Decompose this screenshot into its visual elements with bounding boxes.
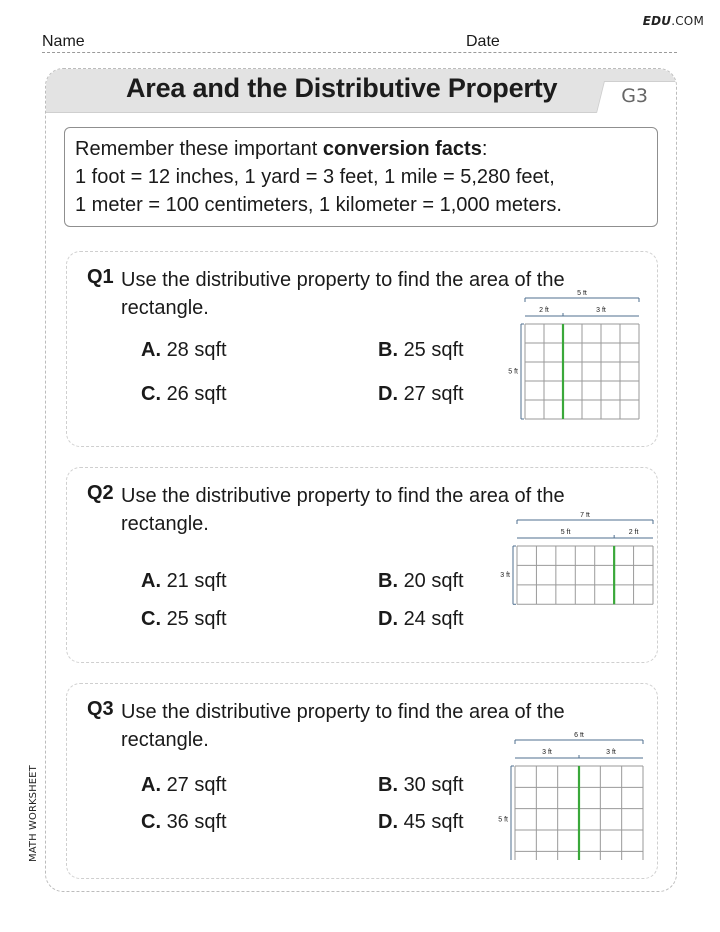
name-date-row <box>42 33 677 53</box>
facts-line-2: 1 foot = 12 inches, 1 yard = 3 feet, 1 mile = 5,280 feet, <box>75 166 555 188</box>
right-width-label: 3 ft <box>596 307 606 314</box>
left-width-label: 3 ft <box>542 749 552 756</box>
title-bar <box>46 69 676 113</box>
option-a[interactable]: A. 28 sqft <box>141 339 227 361</box>
right-width-label: 2 ft <box>628 529 639 536</box>
question-card-2 <box>66 467 658 663</box>
rectangle-diagram <box>505 290 641 420</box>
total-width-label: 5 ft <box>577 290 587 297</box>
option-d[interactable]: D. 45 sqft <box>378 811 464 833</box>
date-label: Date <box>466 33 500 50</box>
question-card-3 <box>66 683 658 879</box>
option-b[interactable]: B. 25 sqft <box>378 339 464 361</box>
option-c[interactable]: C. 36 sqft <box>141 811 227 833</box>
right-width-label: 3 ft <box>606 749 616 756</box>
conversion-facts-box <box>64 127 658 227</box>
option-c[interactable]: C. 25 sqft <box>141 608 227 630</box>
total-width-label: 7 ft <box>580 512 590 519</box>
option-a[interactable]: A. 21 sqft <box>141 570 227 592</box>
option-b[interactable]: B. 20 sqft <box>378 570 464 592</box>
rectangle-diagram <box>497 512 655 610</box>
height-label: 3 ft <box>500 572 510 580</box>
rectangle-diagram <box>495 732 645 860</box>
option-d[interactable]: D. 24 sqft <box>378 608 464 630</box>
question-text: Use the distributive property to find the area of the rectangle. <box>121 485 565 535</box>
option-c[interactable]: C. 26 sqft <box>141 383 227 405</box>
question-text: Use the distributive property to find the area of the rectangle. <box>121 701 565 751</box>
facts-line-3: 1 meter = 100 centimeters, 1 kilometer = 1,000 meters. <box>75 194 562 216</box>
name-label: Name <box>42 33 85 50</box>
worksheet-title: Area and the Distributive Property <box>126 73 558 103</box>
question-number: Q3 <box>87 698 114 720</box>
facts-line-1: Remember these important conversion facts: <box>75 138 488 160</box>
brand-logo: EDU.COM <box>642 14 704 28</box>
question-text: Use the distributive property to find the area of the rectangle. <box>121 269 565 319</box>
left-width-label: 2 ft <box>539 307 549 314</box>
left-width-label: 5 ft <box>560 529 571 536</box>
height-label: 5 ft <box>498 816 508 824</box>
name-date-underline <box>42 52 677 53</box>
worksheet-card <box>45 68 677 892</box>
height-label: 5 ft <box>508 368 518 376</box>
option-a[interactable]: A. 27 sqft <box>141 774 227 796</box>
grade-label: G3 <box>621 85 648 107</box>
question-card-1 <box>66 251 658 447</box>
side-label: MATH WORKSHEET <box>28 765 39 862</box>
question-number: Q1 <box>87 266 114 288</box>
total-width-label: 6 ft <box>574 732 584 739</box>
option-d[interactable]: D. 27 sqft <box>378 383 464 405</box>
option-b[interactable]: B. 30 sqft <box>378 774 464 796</box>
question-number: Q2 <box>87 482 114 504</box>
facts-emphasis: conversion facts <box>322 138 482 160</box>
